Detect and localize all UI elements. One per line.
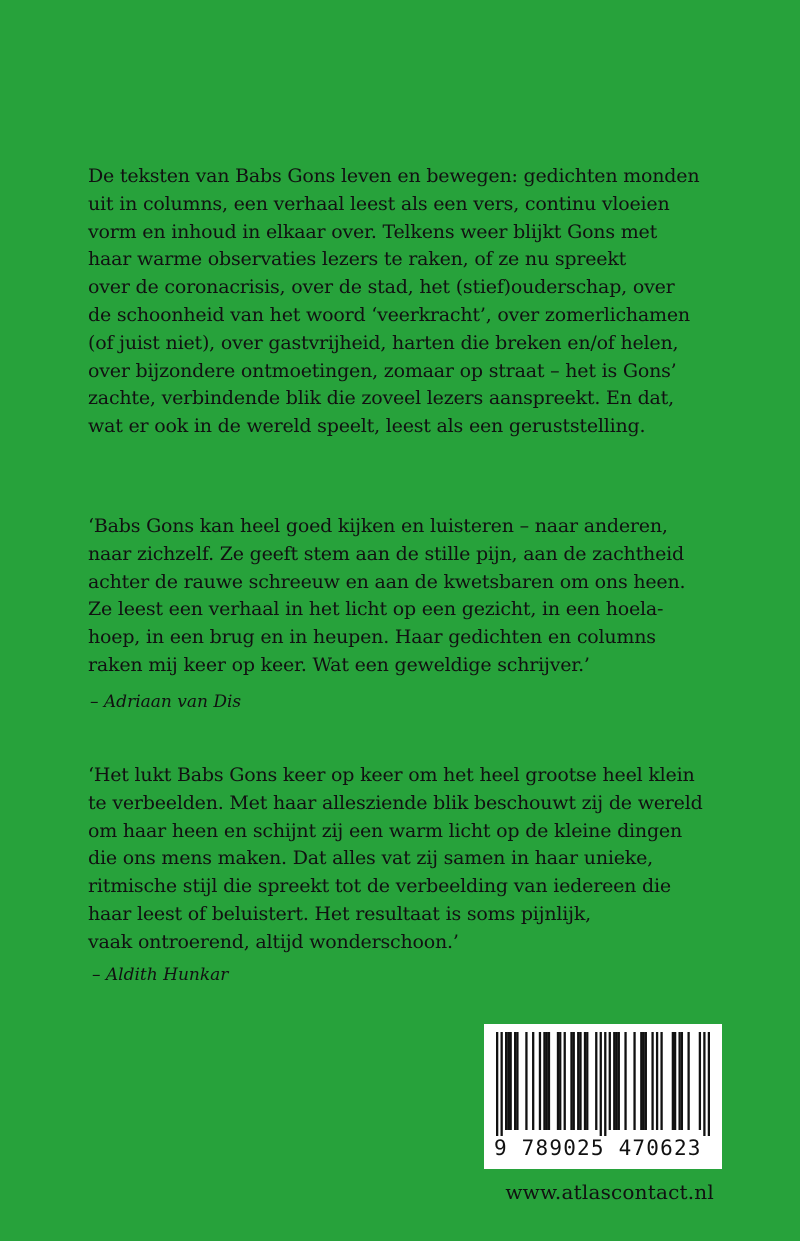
quote-line: om haar heen en schijnt zij een warm licht op de kleine dingen [88,819,682,842]
review-quote-2 [88,762,768,957]
quote-line: ‘Babs Gons kan heel goed kijken en luisteren – naar anderen, [88,515,668,537]
quote-line: haar leest of beluistert. Het resultaat is soms pijnlijk, [88,902,592,925]
barcode-bar [584,1032,586,1130]
barcode-bar [618,1032,620,1130]
barcode-bar [514,1032,516,1130]
barcode-bar [642,1032,644,1130]
quote-line: naar zichzelf. Ze geeft stem aan de stille pijn, aan de zachtheid [88,542,684,565]
barcode-bar [579,1032,581,1130]
quote-line: vaak ontroerend, altijd wonderschoon.’ [88,930,459,953]
blurb-line: (of juist niet), over gastvrijheid, harten die breken en/of helen, [88,331,679,354]
publisher-website: www.atlascontact.nl [505,1180,714,1204]
barcode-bar [539,1032,541,1130]
barcode-bar [557,1032,559,1130]
barcode-bar [516,1032,518,1130]
quote-line: raken mij keer op keer. Wat een geweldige schrijver.’ [88,653,590,676]
blurb-line: wat er ook in de wereld speelt, leest als een geruststelling. [88,415,646,438]
barcode-bar [624,1032,626,1130]
blurb-paragraph [88,163,768,441]
review-quote-1 [88,513,768,680]
blurb-line: haar warme observaties lezers te raken, of ze nu spreekt [88,248,627,271]
barcode-guard-bar [708,1032,710,1136]
barcode-bar [687,1032,689,1130]
barcode-bars [496,1032,710,1136]
barcode-bar [548,1032,550,1130]
blurb-line: uit in columns, een verhaal leest als een vers, continu vloeien [88,192,670,215]
quote-line: te verbeelden. Met haar allesziende blik beschouwt zij de wereld [88,791,703,814]
blurb-line: over de coronacrisis, over de stad, het (stief)ouderschap, over [88,276,675,299]
quote-line: achter de rauwe schreeuw en aan de kwetsbaren om ons heen. [88,570,686,593]
barcode-guard-bar [604,1032,606,1136]
barcode-guard-bar [501,1032,503,1136]
barcode-bar [577,1032,579,1130]
quote-line: die ons mens maken. Dat alles vat zij samen in haar unieke, [88,847,653,870]
barcode-bar [595,1032,597,1130]
barcode-guard-bar [496,1032,498,1136]
barcode-bar [543,1032,545,1130]
barcode-bar [586,1032,588,1130]
barcode-bar [546,1032,548,1130]
barcode-guard-bar [600,1032,602,1136]
isbn-digits: 9 789025 470623 [494,1136,702,1160]
blurb-line: vorm en inhoud in elkaar over. Telkens weer blijkt Gons met [88,220,658,243]
quote-line: ritmische stijl die spreekt tot de verbeelding van iedereen die [88,875,671,898]
isbn-barcode [484,1024,722,1169]
barcode-bar [613,1032,615,1130]
barcode-bar [699,1032,701,1130]
blurb-line: over bijzondere ontmoetingen, zomaar op straat – het is Gons’ [88,359,677,382]
barcode-bar [505,1032,507,1130]
barcode-bar [640,1032,642,1130]
barcode-bar [615,1032,617,1130]
barcode-bar [573,1032,575,1130]
barcode-bar [510,1032,512,1130]
barcode-bar [525,1032,527,1130]
barcode-bar [674,1032,676,1130]
barcode-bar [559,1032,561,1130]
blurb-line: de schoonheid van het woord ‘veerkracht’, over zomerlichamen [88,303,690,326]
barcode-bar [570,1032,572,1130]
quote-line: hoep, in een brug en in heupen. Haar gedichten en columns [88,626,656,649]
barcode-bar [660,1032,662,1130]
barcode-bar [564,1032,566,1130]
quote-attribution-2: – Aldith Hunkar [92,965,229,985]
barcode-bar [532,1032,534,1130]
barcode-bar [633,1032,635,1130]
barcode-bar [507,1032,509,1130]
barcode-bar [672,1032,674,1130]
barcode-bar [678,1032,680,1130]
barcode-bar [651,1032,653,1130]
barcode-bar [609,1032,611,1130]
quote-line: ‘Het lukt Babs Gons keer op keer om het heel grootse heel klein [88,764,695,786]
barcode-bar [681,1032,683,1130]
blurb-line: De teksten van Babs Gons leven en bewegen: gedichten monden [88,165,700,187]
barcode-bar [656,1032,658,1130]
blurb-line: zachte, verbindende blik die zoveel lezers aanspreekt. En dat, [88,387,674,410]
quote-line: Ze leest een verhaal in het licht op een gezicht, in een hoela- [88,598,664,621]
quote-attribution-1: – Adriaan van Dis [90,692,242,712]
barcode-bar [645,1032,647,1130]
barcode-guard-bar [703,1032,705,1136]
